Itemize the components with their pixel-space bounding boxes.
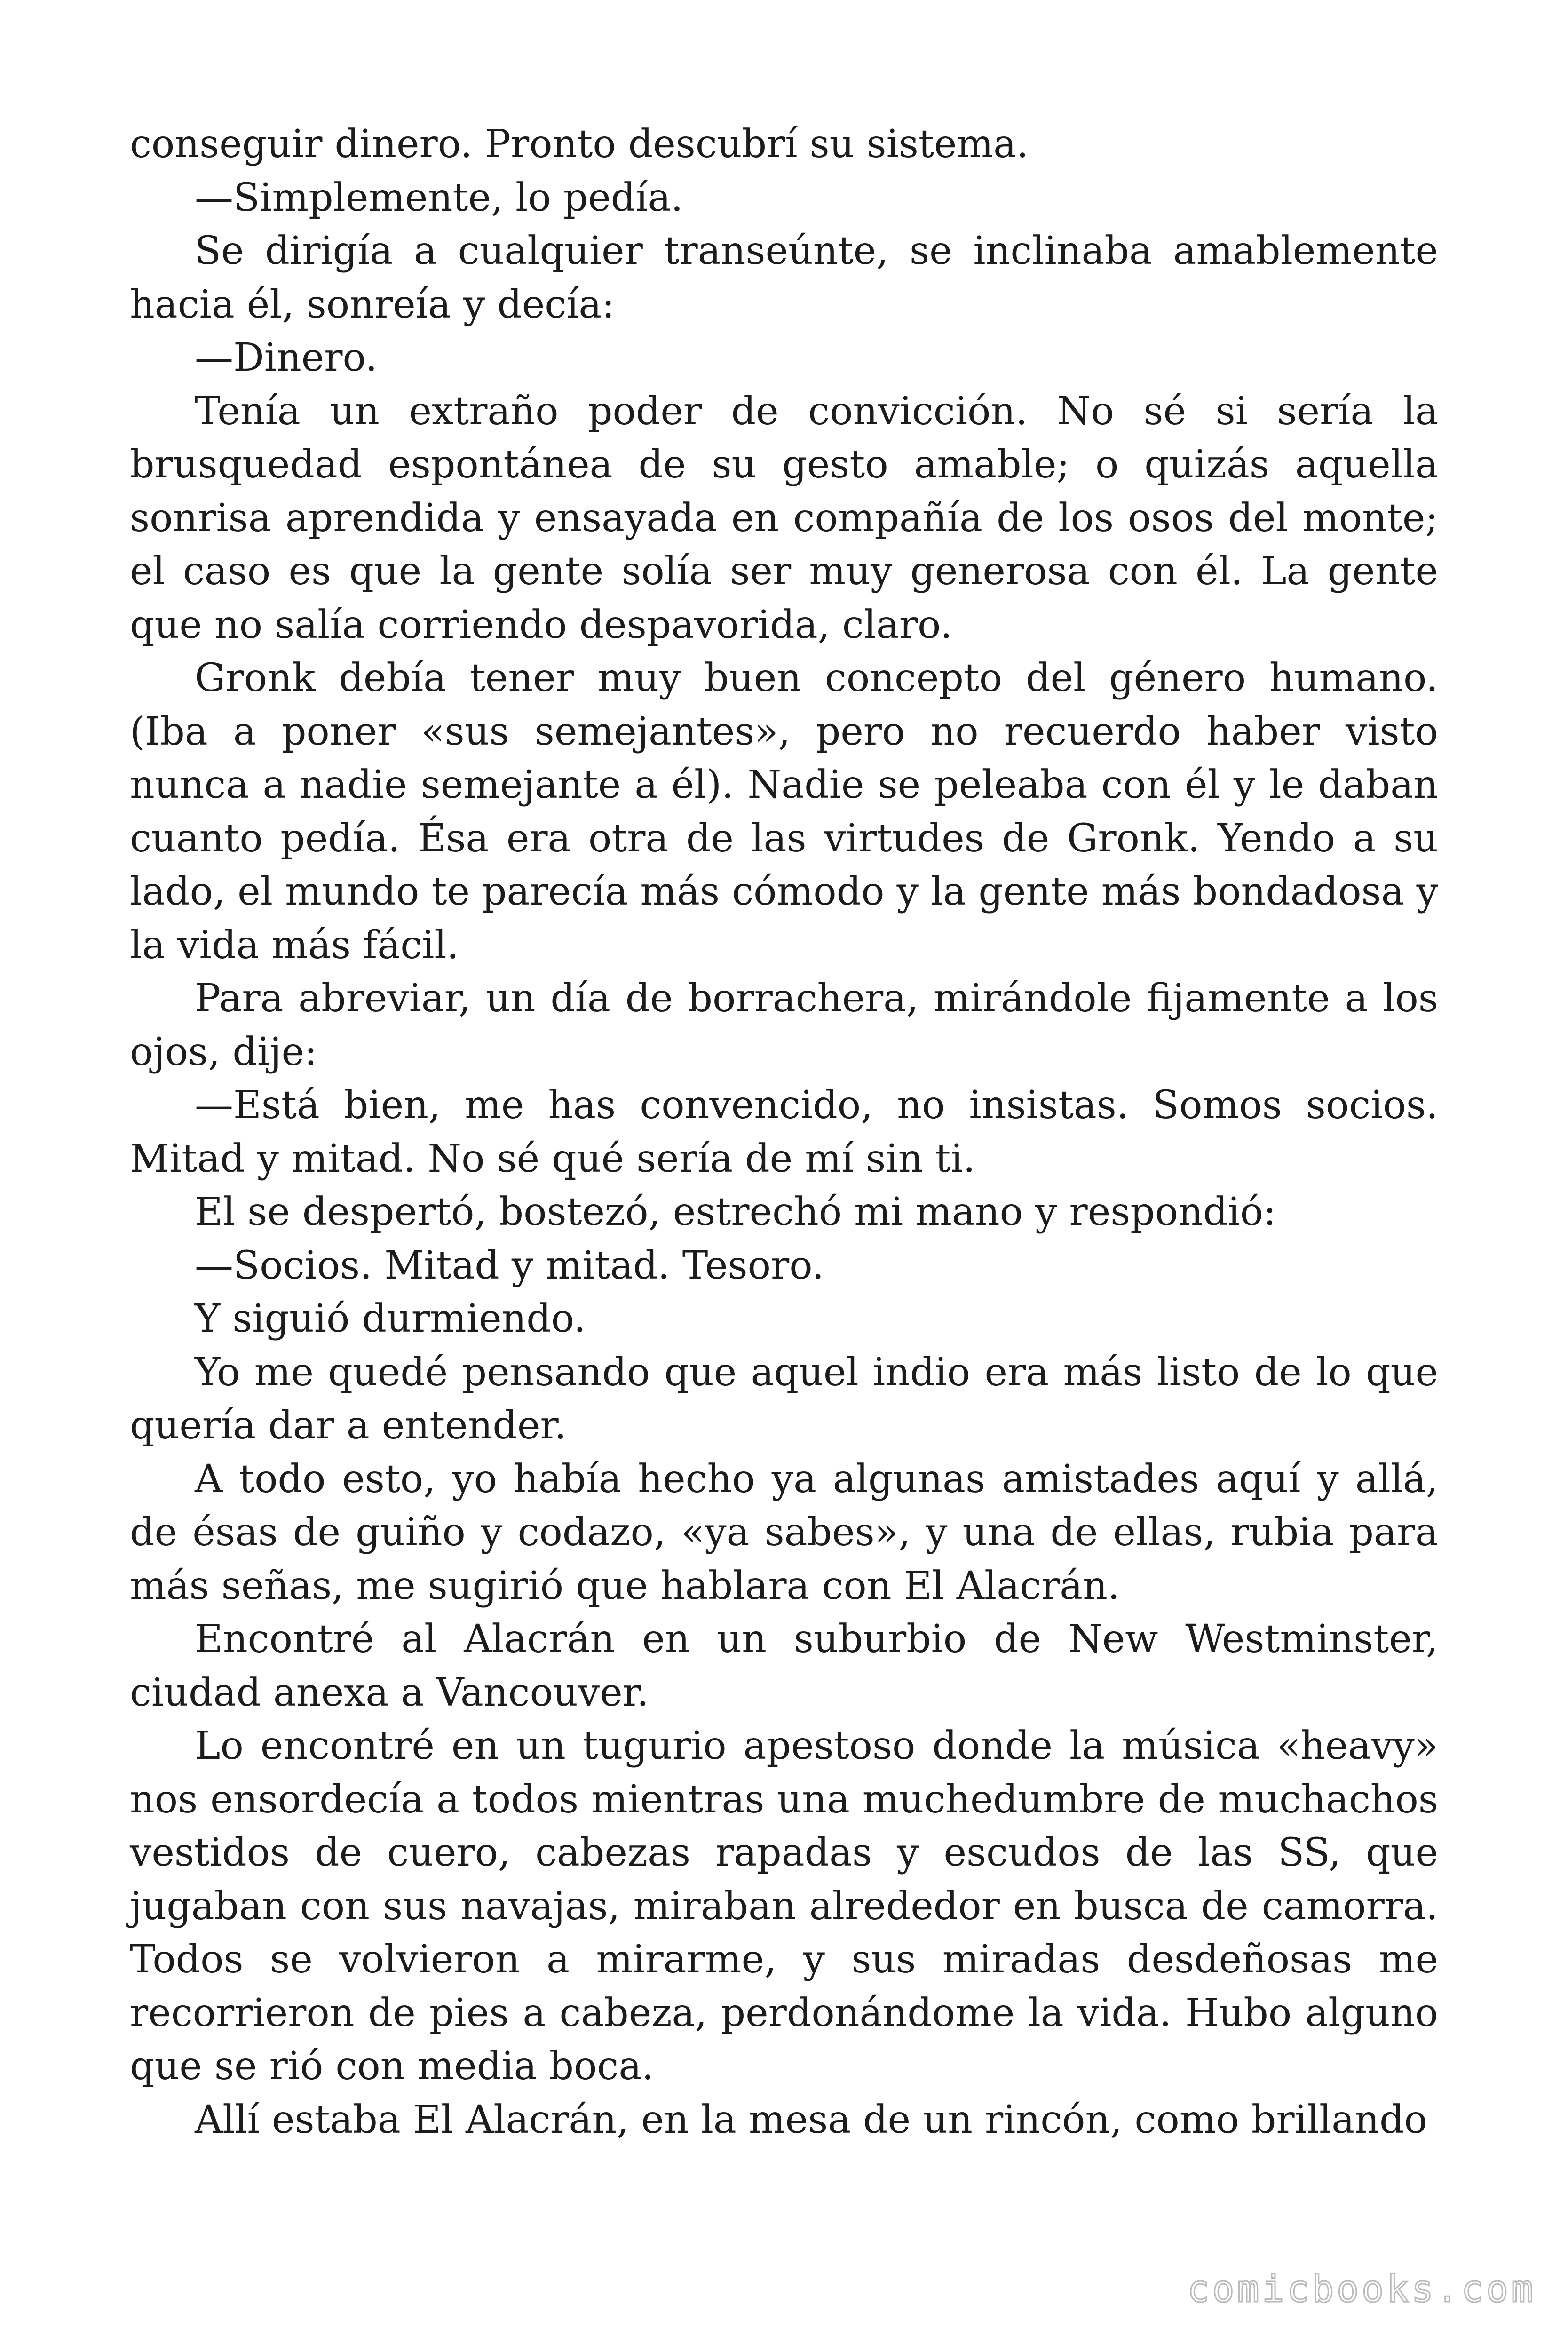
paragraph: A todo esto, yo había hecho ya algunas amistades aquí y allá, de ésas de guiño y codazo, «ya sabes», y una de ellas, rubia para más señas, me sugirió que hablara con El Alacrán. xyxy=(130,1456,1438,1608)
page-text-body xyxy=(130,118,1438,2146)
paragraph: Y siguió durmiendo. xyxy=(195,1296,586,1341)
paragraph: Se dirigía a cualquier transeúnte, se inclinaba amablemente hacia él, sonreía y decía: xyxy=(130,229,1438,327)
paragraph: Tenía un extraño poder de convicción. No sé si sería la brusquedad espontánea de su gesto amable; o quizás aquella sonrisa aprendida y ensayada en compañía de los osos del monte; el caso es que la gente solía ser muy generosa con él. La gente que no salía corriendo despavorida, claro. xyxy=(130,389,1438,647)
paragraph: —Socios. Mitad y mitad. Tesoro. xyxy=(195,1243,824,1288)
paragraph: Yo me quedé pensando que aquel indio era más listo de lo que quería dar a entender. xyxy=(130,1350,1438,1448)
paragraph: —Simplemente, lo pedía. xyxy=(195,175,683,220)
paragraph: Gronk debía tener muy buen concepto del género humano. (Iba a poner «sus semejantes», pero no recuerdo haber visto nunca a nadie semejante a él). Nadie se peleaba con él y le daban cuanto pedía. Ésa era otra de las virtudes de Gronk. Yendo a su lado, el mundo te parecía más cómodo y la gente más bondadosa y la vida más fácil. xyxy=(130,656,1438,968)
paragraph: Allí estaba El Alacrán, en la mesa de un rincón, como brillando xyxy=(195,2097,1427,2142)
paragraph: —Dinero. xyxy=(195,335,378,380)
paragraph: conseguir dinero. Pronto descubrí su sistema. xyxy=(130,122,1029,167)
paragraph: —Está bien, me has convencido, no insistas. Somos socios. Mitad y mitad. No sé qué sería de mí sin ti. xyxy=(130,1083,1438,1181)
paragraph: Encontré al Alacrán en un suburbio de New Westminster, ciudad anexa a Vancouver. xyxy=(130,1617,1438,1715)
watermark: comicbooks.com xyxy=(1187,2268,1536,2311)
paragraph: Lo encontré en un tugurio apestoso donde la música «heavy» nos ensordecía a todos mientras una muchedumbre de muchachos vestidos de cuero, cabezas rapadas y escudos de las SS, que jugaban con sus navajas, miraban alrededor en busca de camorra. Todos se volvieron a mirarme, y sus miradas desdeñosas me recorrieron de pies a cabeza, perdonándome la vida. Hubo alguno que se rió con media boca. xyxy=(130,1724,1438,2089)
paragraph: Para abreviar, un día de borrachera, mirándole fijamente a los ojos, dije: xyxy=(130,976,1438,1074)
paragraph: El se despertó, bostezó, estrechó mi mano y respondió: xyxy=(195,1190,1276,1234)
